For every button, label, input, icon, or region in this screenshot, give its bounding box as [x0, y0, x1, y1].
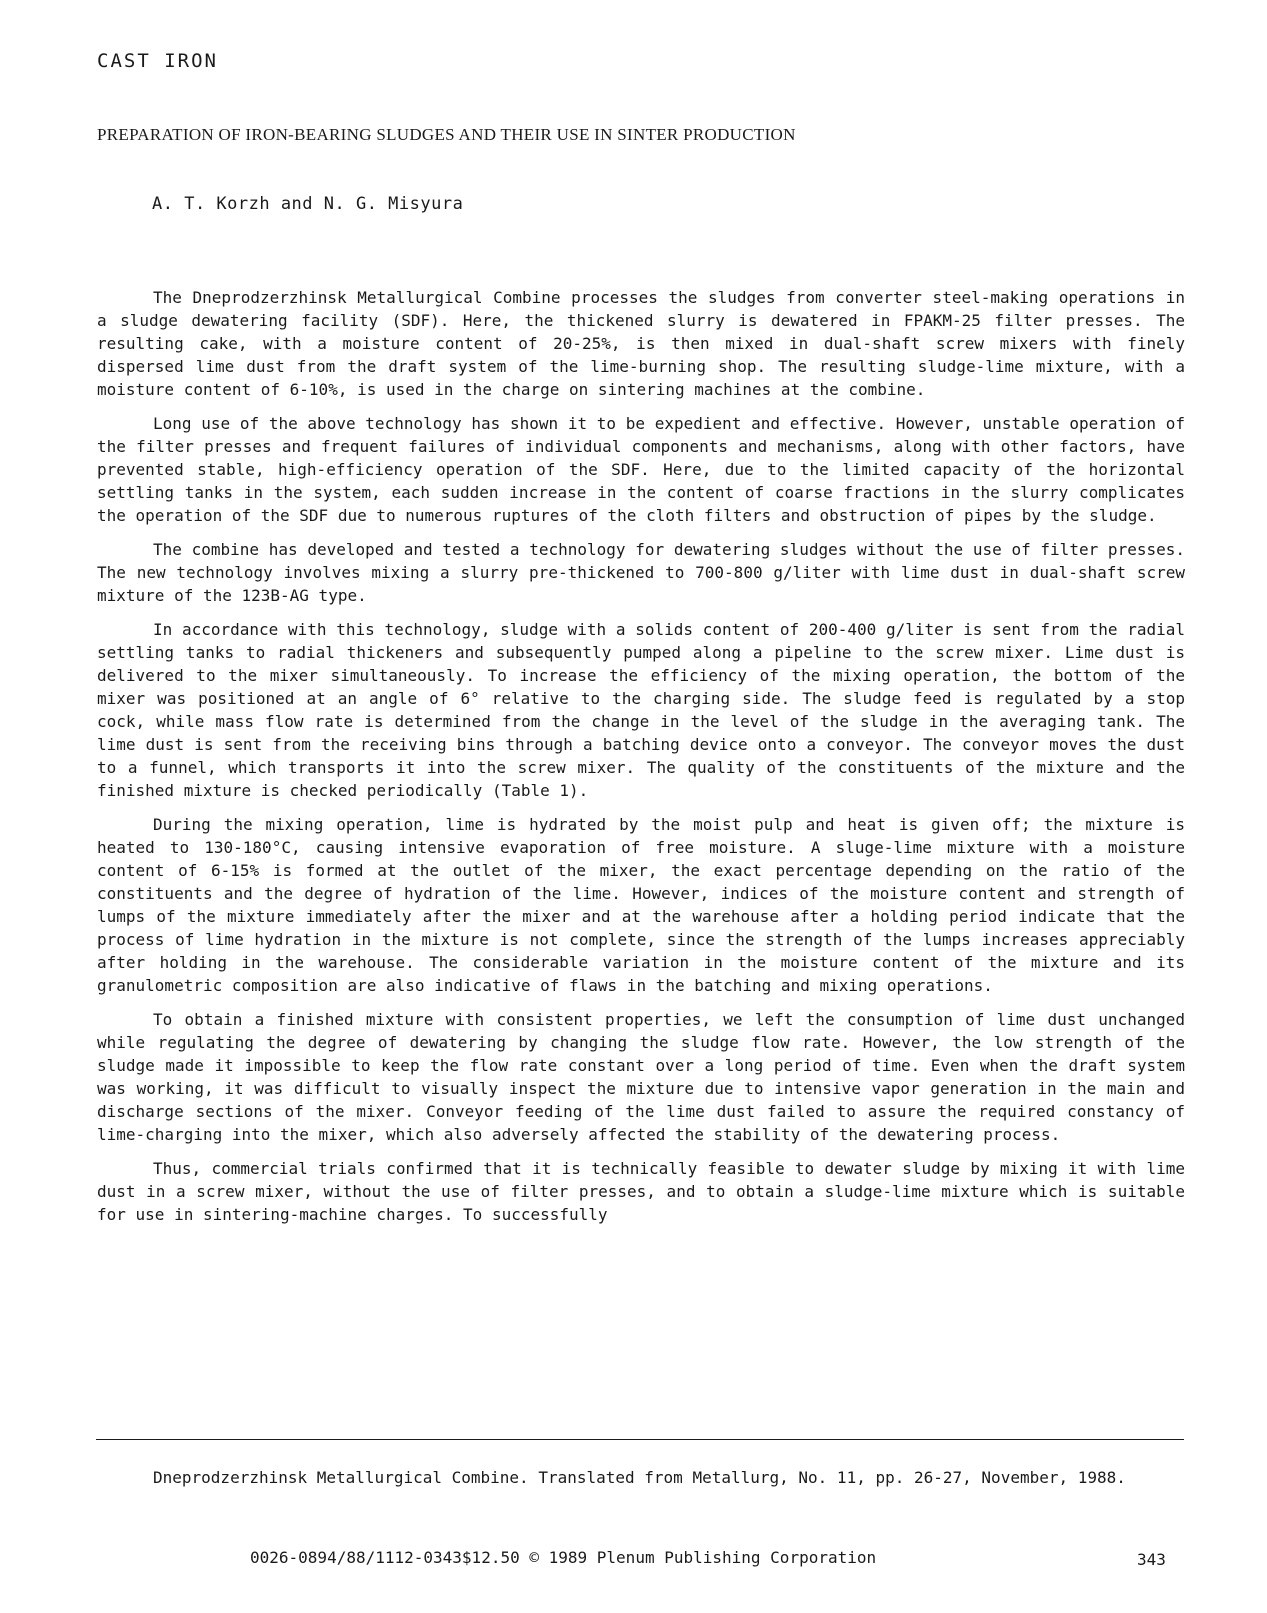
body-paragraph: To obtain a finished mixture with consistent properties, we left the consumption of lime dust unchanged while regulating the degree of dewatering by changing the sludge flow rate. However, the low strength of the sludge made it impossible to keep the flow rate constant over a long period of time. Even when the draft system was working, it was difficult to visually inspect the mixture due to intensive vapor generation in the main and discharge sections of the mixer. Conveyor feeding of the lime dust failed to assure the required constancy of lime-charging into the mixer, which also adversely affected the stability of the dewatering process.: [97, 1010, 1185, 1144]
page-number: 343: [1137, 1550, 1166, 1569]
body-paragraph: The combine has developed and tested a technology for dewatering sludges without the use of filter presses. The new technology involves mixing a slurry pre-thickened to 700-800 g/liter with lime dust in dual-shaft screw mixture of the 123B-AG type.: [97, 540, 1185, 605]
body-paragraph: Thus, commercial trials confirmed that it is technically feasible to dewater sludge by mixing it with lime dust in a screw mixer, without the use of filter presses, and to obtain a sludge-lime mixture which is suitable for use in sintering-machine charges. To successfully: [97, 1159, 1185, 1224]
authors: A. T. Korzh and N. G. Misyura: [152, 194, 464, 214]
body-paragraph: The Dneprodzerzhinsk Metallurgical Combine processes the sludges from converter steel-making operations in a sludge dewatering facility (SDF). Here, the thickened slurry is dewatered in FPAKM-25 filter presses. The resulting cake, with a moisture content of 20-25%, is then mixed in dual-shaft screw mixers with finely dispersed lime dust from the draft system of the lime-burning shop. The resulting sludge-lime mixture, with a moisture content of 6-10%, is used in the charge on sintering machines at the combine.: [97, 288, 1185, 399]
article-body: [97, 286, 1185, 1237]
publication-code: 0026-0894/88/1112-0343$12.50 © 1989 Plenum Publishing Corporation: [250, 1548, 877, 1567]
body-paragraph: In accordance with this technology, sludge with a solids content of 200-400 g/liter is sent from the radial settling tanks to radial thickeners and subsequently pumped along a pipeline to the screw mixer. Lime dust is delivered to the mixer simultaneously. To increase the efficiency of the mixing operation, the bottom of the mixer was positioned at an angle of 6° relative to the charging side. The sludge feed is regulated by a stop cock, while mass flow rate is determined from the change in the level of the sludge in the averaging tank. The lime dust is sent from the receiving bins through a batching device onto a conveyor. The conveyor moves the dust to a funnel, which transports it into the screw mixer. The quality of the constituents of the mixture and the finished mixture is checked periodically (Table 1).: [97, 620, 1185, 800]
section-label: CAST IRON: [97, 50, 218, 72]
article-title: PREPARATION OF IRON-BEARING SLUDGES AND THEIR USE IN SINTER PRODUCTION: [97, 125, 796, 144]
body-paragraph: Long use of the above technology has shown it to be expedient and effective. However, unstable operation of the filter presses and frequent failures of individual components and mechanisms, along with other factors, have prevented stable, high-efficiency operation of the SDF. Here, due to the limited capacity of the horizontal settling tanks in the system, each sudden increase in the content of coarse fractions in the slurry complicates the operation of the SDF due to numerous ruptures of the cloth filters and obstruction of pipes by the sludge.: [97, 414, 1185, 525]
footnote-divider: [96, 1439, 1184, 1440]
footnote: Dneprodzerzhinsk Metallurgical Combine. Translated from Metallurg, No. 11, pp. 26-27, November, 1988.: [153, 1468, 1126, 1487]
body-paragraph: During the mixing operation, lime is hydrated by the moist pulp and heat is given off; the mixture is heated to 130-180°C, causing intensive evaporation of free moisture. A sluge-lime mixture with a moisture content of 6-15% is formed at the outlet of the mixer, the exact percentage depending on the ratio of the constituents and the degree of hydration of the lime. However, indices of the moisture content and strength of lumps of the mixture immediately after the mixer and at the warehouse after a holding period indicate that the process of lime hydration in the mixture is not complete, since the strength of the lumps increases appreciably after holding in the warehouse. The considerable variation in the moisture content of the mixture and its granulometric composition are also indicative of flaws in the batching and mixing operations.: [97, 815, 1185, 995]
